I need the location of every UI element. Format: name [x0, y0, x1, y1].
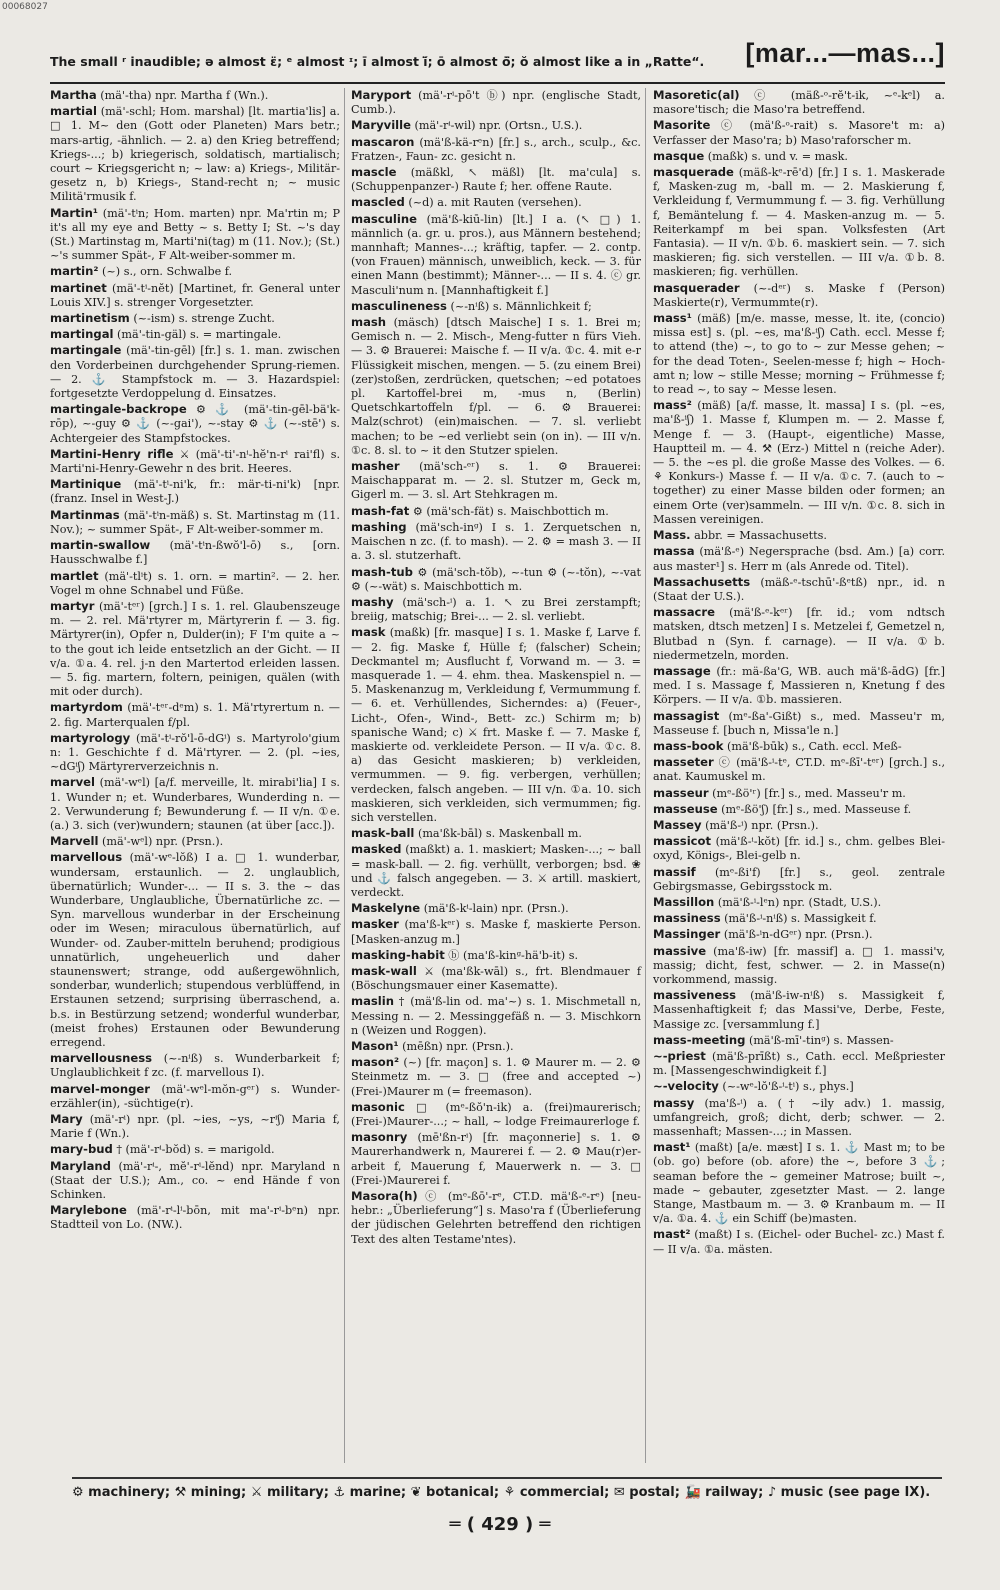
- entry-definition: ⓒ (mä'ß-ⁱ-tᵉ, CT.D. mᵉ-ßī'-tᵉʳ) [grch.] s., anat. Kaumuskel m.: [653, 756, 945, 784]
- entry-definition: (maßt) I s. (Eichel- oder Buchel- zc.) Mast f. — II v/a. ①a. mästen.: [653, 1228, 945, 1256]
- entry-headword: masculineness: [351, 298, 447, 313]
- entry-headword: mask-wall: [351, 963, 417, 978]
- entry-definition: (mä'ß-kiū-lin) [lt.] I a. (↖ □) 1. männlich (a. gr. u. pros.), aus Männern bestehend; mannhaft; Mannes-...; kräftig, tapfer. — 2. contp. (von Frauen) männisch, unweiblich, keck. — 3. für einen Mann (bestimmt); Männer-... — II s. 4. ⓒ gr. Masculi'num n. [Mannhaftigkeit f.]: [351, 212, 641, 297]
- entry-definition: (mä'-rⁱ-pō't ⓑ) npr. (englische Stadt, Cumb.).: [351, 89, 641, 117]
- entry-headword: martinet: [50, 280, 107, 295]
- dictionary-entry: [50, 508, 340, 537]
- entry-headword: mass²: [653, 398, 692, 413]
- entry-headword: Mary: [50, 1112, 83, 1127]
- dictionary-entry: [653, 311, 945, 397]
- entry-headword: Martini-Henry rifle: [50, 446, 174, 461]
- entry-definition: (mēßn) npr. (Prsn.).: [398, 1040, 514, 1053]
- entry-headword: martyr: [50, 598, 95, 613]
- entry-headword: mask: [351, 625, 386, 640]
- dictionary-entry: [50, 327, 340, 342]
- dictionary-entry: [653, 118, 945, 147]
- entry-definition: (mä'-wᵉl) [a/f. merveille, lt. mirabi'lia] I s. 1. Wunder n; et. Wunderbares, Wunderding n. — 2. Verwunderung f; Bewunderung f. — II v/n. ①e.(a.) 3. sich (ver)wundern; staunen (at über [acc.]).: [50, 776, 340, 832]
- entry-definition: (maßk) [fr. masque] I s. 1. Maske f, Larve f. — 2. fig. Maske f, Hülle f; (falscher) Schein; Deckmantel m; Ausflucht f, Vorwand m. — 3. = masquerade 1. — 4. ehm. thea. Maskenspiel n. — 5. Maskenanzug m, Verkleidung f, Vermummung f. — 6. et. Verhüllendes, Sicherndes: a) (Feuer-, Licht-, Ofen-, Wind-, Bett- zc.) Schirm m; b) spanische Wand; c) ⚔ frt. Maske f. — 7. Maske f, maskierte od. verkleidete Person. — II v/a. ①c. 8. a) das Gesicht maskieren; b) verkleiden, vermummen. — 9. fig. verbergen, verhüllen; verdecken, falsch angeben. — III v/n. ①a. 10. sich maskieren, sich verkleiden, sich vermummen; fig. sich verstellen.: [351, 626, 641, 824]
- entry-headword: Massachusetts: [653, 574, 751, 589]
- entry-headword: Martinique: [50, 477, 122, 492]
- entry-headword: masquerader: [653, 280, 740, 295]
- dictionary-entry: [653, 895, 945, 910]
- entry-headword: Martinmas: [50, 507, 120, 522]
- entry-headword: martlet: [50, 568, 99, 583]
- dictionary-entry: [653, 165, 945, 280]
- entry-definition: ⚔ (ma'ßk-wāl) s., frt. Blendmauer f (Böschungsmauer einer Kasematte).: [351, 964, 641, 993]
- entry-definition: † (mä'ß-lin od. ma'~) s. 1. Mischmetall n, Messing n. — 2. Messinggefäß n. — 3. Mischkorn n (Weizen und Roggen).: [351, 995, 641, 1037]
- dictionary-entry: [351, 135, 641, 164]
- dictionary-entry: [50, 569, 340, 598]
- entry-headword: martinetism: [50, 311, 130, 326]
- entry-headword: masseur: [653, 785, 709, 800]
- entry-headword: Masora(h): [351, 1189, 418, 1204]
- dictionary-entry: [50, 834, 340, 849]
- dictionary-entry: [50, 477, 340, 506]
- entry-headword: Marylebone: [50, 1203, 127, 1218]
- guide-words: [mar...—mas...]: [745, 38, 945, 68]
- entry-definition: (~-nⁱß) s. Wunderbarkeit f; Unglaublichkeit f zc. (f. marvellous I).: [50, 1052, 340, 1080]
- dictionary-entry: [50, 850, 340, 1050]
- dictionary-entry: [653, 1033, 945, 1048]
- entry-definition: (mä'ß-ᵉ) Negersprache (bsd. Am.) [a) corr. aus master¹] s. Herr m (als Anrede od. Titel).: [653, 545, 945, 573]
- entry-definition: (mäsch) [dtsch Maische] I s. 1. Brei m; Gemisch n. — 2. Misch-, Meng-futter n fürs Vieh. — 3. ⚙ Brauerei: Maische f. — II v/a. ①c. 4. mit e-r Flüssigkeit mischen, mengen. — 5. (zu einem Brei) (zer)stoßen, zerdrücken, quetschen; ~ed potatoes pl. Kartoffel-brei m, -mus n, (Berlin) Quetschkartoffeln f/pl. — 6. ⚙ Brauerei: Malz(schrot) (ein)maischen. — 7. sl. verliebt machen; to be ~ed verliebt sein (on in). — III v/n. ①c. 8. sl. to ~ it den Stutzer spielen.: [351, 316, 641, 457]
- entry-definition: (mä'ß-ⁱ) npr. (Prsn.).: [701, 818, 819, 832]
- dictionary-entry: [50, 1159, 340, 1203]
- dictionary-entry: [653, 911, 945, 926]
- entry-headword: mass-meeting: [653, 1032, 746, 1047]
- dictionary-entry: [351, 212, 641, 298]
- entry-definition: (~d) a. mit Rauten (versehen).: [404, 196, 582, 210]
- entry-headword: masked: [351, 842, 402, 857]
- dictionary-entry: [653, 281, 945, 310]
- entry-definition: (mᵉ-ßö'ʃ) [fr.] s., med. Masseuse f.: [717, 802, 912, 816]
- dictionary-entry: [50, 311, 340, 326]
- entry-definition: (mä'-tᵉʳ-dᵉm) s. 1. Mä'rtyrertum n. — 2. fig. Marterqualen f/pl.: [50, 701, 340, 729]
- column-3: [653, 88, 945, 1463]
- entry-headword: Marvell: [50, 834, 99, 849]
- entry-definition: ⓒ (mäß-ᵒ-rĕ't-ik, ~ᵉ-kᵉl) a. masore'tisch; die Maso'ra betreffend.: [653, 89, 945, 117]
- symbol-legend: ⚙ machinery; ⚒ mining; ⚔ military; ⚓ marine; ❦ botanical; ⚘ commercial; ✉ postal; 🚂 railway; ♪ music (see page IX).: [72, 1477, 942, 1509]
- dictionary-entry: [653, 664, 945, 708]
- entry-headword: Maskelyne: [351, 901, 421, 916]
- entry-definition: (mä'-tᵉʳ) [grch.] I s. 1. rel. Glaubenszeuge m. — 2. rel. Mä'rtyrer m, Märtyrerin f. — 3. fig. Märtyrer(in), Opfer n, Dulder(in); F I'm quite a ~ to the gout ich leide entsetzlich an der Gicht. — II v/a. ①a. 4. rel. j-n den Martertod erleiden lassen. — 5. fig. martern, foltern, peinigen, quälen (with mit oder durch).: [50, 599, 340, 699]
- entry-definition: (mä'ß-mī'-tinᵍ) s. Massen-: [745, 1033, 894, 1047]
- entry-definition: (mä'-tin-gēl) [fr.] s. 1. man. zwischen den Vorderbeinen durchgehender Sprung-riemen. — 2. ⚓ Stampfstock m. — 3. Hazardspiel: fortgesetzte Verdoppelung d. Einsatzes.: [50, 344, 340, 401]
- entry-headword: masking-habit: [351, 947, 445, 962]
- entry-definition: (mä'-rⁱ) npr. (pl. ~ies, ~ys, ~rⁱʃ) Maria f, Marie f (Wn.).: [50, 1113, 340, 1141]
- entry-headword: mask-ball: [351, 826, 415, 841]
- entry-definition: (mä'-wᵉl) npr. (Prsn.).: [98, 835, 224, 849]
- entry-headword: mash-fat: [351, 503, 410, 518]
- dictionary-entry: [351, 625, 641, 825]
- entry-headword: mast²: [653, 1227, 691, 1242]
- entry-definition: (mä'sch-ⁱ) a. 1. ↖ zu Brei zerstampft; breiig, matschig; Brei-... — 2. sl. verliebt.: [351, 595, 641, 624]
- entry-headword: martyrdom: [50, 700, 123, 715]
- dictionary-entry: [653, 834, 945, 863]
- dictionary-entry: [351, 565, 641, 594]
- dictionary-entry: [351, 1055, 641, 1099]
- entry-definition: (ma'ßk-bāl) s. Maskenball m.: [414, 827, 582, 841]
- entry-definition: (mä'ß-ⁱ-nⁱß) s. Massigkeit f.: [720, 912, 877, 926]
- entry-definition: (mä'ß-kⁱ-lain) npr. (Prsn.).: [420, 902, 569, 916]
- entry-definition: abbr. = Massachusetts.: [690, 529, 827, 543]
- dictionary-entry: [50, 264, 340, 279]
- entry-headword: massive: [653, 943, 707, 958]
- dictionary-entry: [351, 948, 641, 963]
- entry-definition: (mä'ß-ᵉ-kᵉʳ) [fr. id.; vom ndtsch matsken, dtsch metzen] I s. Metzelei f, Gemetzel n, Blutbad n (Syn. f. carnage). — II v/a. ①b. niedermetzeln, morden.: [653, 606, 945, 662]
- dictionary-entry: [653, 605, 945, 663]
- entry-definition: (mä'-tin-gäl) s. = martingale.: [113, 328, 282, 342]
- entry-headword: massiness: [653, 911, 721, 926]
- dictionary-entry: [351, 994, 641, 1038]
- dictionary-columns: [50, 88, 945, 1463]
- entry-definition: (mä'-schl; Hom. marshal) [lt. martia'lis] a. □ 1. M~ den (Gott oder Planeten) Mars betr.; mars-artig, -ähnlich. — 2. a) den Krieg betreffend; Kriegs-...; b) kriegerisch, soldatisch, martialisch; court ~ Kriegsgericht n; ~ law: a) Kriegs-, Militär-gesetz n, b) Kriegs-, Stand-recht n; ~ music Militä'rmusik f.: [50, 105, 340, 204]
- entry-definition: (mä'-tⁱ-ni'k, fr.: mär-ti-ni'k) [npr. (franz. Insel in West-J.): [50, 478, 340, 506]
- page-id: 00068027: [2, 2, 48, 12]
- dictionary-entry: [653, 739, 945, 754]
- entry-headword: masque: [653, 148, 705, 163]
- dictionary-entry: [50, 538, 340, 567]
- entry-definition: (mäß-kᵉ-rē'd) [fr.] I s. 1. Maskerade f, Masken-zug m, -ball m. — 2. Maskierung f, Verkleidung f, Vermummung f. — 3. fig. Verhüllung f, Bemäntelung f. — 4. Masken-anzug m. — 5. Reiterkampf m bei span. Volksfesten (Art Fantasia). — II v/n. ①b. 6. maskiert sein. — 7. sich maskieren; fig. sich verstellen. — III v/a. ①b. 8. maskieren; fig. verhüllen.: [653, 166, 945, 279]
- entry-definition: (mä'ß-iw-nⁱß) s. Massigkeit f, Massenhaftigkeit f; das Massi've, Derbe, Feste, Massige zc. [versammlung f.]: [653, 989, 945, 1031]
- entry-definition: (mä'-rⁱ-, mĕ'-rⁱ-lĕnd) npr. Maryland n (Staat der U.S.); Am., co. ~ end Hände f von Schinken.: [50, 1159, 340, 1202]
- dictionary-entry: [50, 1112, 340, 1141]
- entry-headword: Martha: [50, 88, 97, 102]
- entry-definition: (mä'-tlⁱt) s. 1. orn. = martin². — 2. her. Vogel m ohne Schnabel und Füße.: [50, 569, 340, 597]
- page-header: [50, 36, 945, 84]
- dictionary-entry: [50, 1051, 340, 1080]
- entry-headword: Martin¹: [50, 205, 98, 220]
- entry-headword: masher: [351, 459, 400, 474]
- dictionary-entry: [50, 700, 340, 729]
- dictionary-entry: [351, 842, 641, 900]
- dictionary-entry: [50, 1203, 340, 1232]
- dictionary-entry: [653, 1079, 945, 1094]
- entry-definition: (mä'-tⁱn-mäß) s. St. Martinstag m (11. Nov.); ~ summer Spät-, F Alt-weiber-sommer m.: [50, 508, 340, 536]
- entry-headword: mascled: [351, 195, 405, 210]
- dictionary-entry: [50, 343, 340, 401]
- dictionary-entry: [351, 299, 641, 314]
- dictionary-entry: [351, 1189, 641, 1247]
- dictionary-entry: [50, 104, 340, 204]
- entry-headword: Masoretic(al): [653, 88, 740, 102]
- entry-headword: mash-tub: [351, 564, 413, 579]
- dictionary-entry: [351, 1039, 641, 1054]
- entry-definition: (~) s., orn. Schwalbe f.: [98, 265, 233, 279]
- entry-definition: (mä'-tⁱn-ßwŏ'l-ō) s., [orn. Hausschwalbe f.]: [50, 539, 340, 567]
- entry-headword: mashing: [351, 519, 407, 534]
- dictionary-entry: [50, 281, 340, 310]
- dictionary-entry: [653, 88, 945, 117]
- entry-headword: masseuse: [653, 801, 718, 816]
- entry-headword: Mass.: [653, 528, 691, 543]
- entry-definition: (mäßkl, ↖ mäßl) [lt. ma'cula] s. (Schuppenpanzer-) Raute f; her. offene Raute.: [351, 166, 641, 194]
- entry-definition: (mä'-wᵉl-mŏn-gᵉʳ) s. Wunder-erzähler(in), -süchtige(r).: [50, 1082, 340, 1110]
- entry-headword: Maryport: [351, 88, 412, 102]
- entry-headword: martyrology: [50, 730, 131, 745]
- entry-definition: (mäß) [m/e. masse, messe, lt. ite, (concio) missa est] s. (pl. ~es, ma'ß-ⁱʃ) Cath. eccl. Messe f; to attend (the) ~, to go to ~ zur Messe gehen; ~ for the dead Toten-, Seelen-messe f; high ~ Hoch-amt n; low ~ stille Messe; morning ~ Frühmesse f; to read ~, to say ~ Messe lesen.: [653, 312, 945, 397]
- dictionary-entry: [653, 988, 945, 1032]
- dictionary-entry: [351, 520, 641, 564]
- entry-headword: mashy: [351, 594, 394, 609]
- entry-headword: mash: [351, 315, 387, 330]
- dictionary-entry: [50, 402, 340, 446]
- entry-headword: ~-velocity: [653, 1079, 719, 1094]
- entry-definition: (mᵉ-ßi'f) [fr.] s., geol. zentrale Gebirgsmasse, Gebirgsstock m.: [653, 865, 945, 893]
- entry-headword: massy: [653, 1095, 695, 1110]
- entry-definition: (maßkt) a. 1. maskiert; Masken-...; ~ ball = mask-ball. — 2. fig. verhüllt, verborgen; bsd. ❀ und ⚓ falsch angegeben. — 3. ⚔ artill. maskiert, verdeckt.: [351, 843, 641, 899]
- entry-definition: (mäß) [a/f. masse, lt. massa] I s. (pl. ~es, ma'ß-ⁱʃ) 1. Masse f, Klumpen m. — 2. Masse f, Menge f. — 3. (Haupt-, eigentliche) Masse, Hauptteil m. — 4. ⚒ (Erz-) Mittel n (reiche Ader). — 5. the ~es pl. die große Masse des Volkes. — 6. ⚘ Konkurs-) Masse f. — II v/a. ①c. 7. (auch to ~ together) zu einer Masse bilden oder formen; an einem Orte (ver)sammeln. — III v/n. ①c. 8. sich in Massen vereinigen.: [653, 399, 945, 526]
- entry-headword: Massillon: [653, 894, 715, 909]
- entry-headword: mary-bud: [50, 1142, 113, 1157]
- entry-definition: ⚙ ⚓ (mä'-tin-gēl-bä'k-rōp), ~-guy ⚙ ⚓ (~-gai'), ~-stay ⚙ ⚓ (~-stē') s. Achtergeier des Stampfstockes.: [50, 403, 340, 445]
- column-2: [351, 88, 646, 1463]
- dictionary-entry: [50, 731, 340, 775]
- entry-definition: (mä'sch-inᵍ) I s. 1. Zerquetschen n, Maischen n zc. (f. to mash). — 2. ⚙ = mash 3. — II a. 3. sl. stutzerhaft.: [351, 520, 641, 563]
- dictionary-entry: [653, 398, 945, 527]
- dictionary-entry: [653, 802, 945, 817]
- entry-definition: (ma'ß-iw) [fr. massif] a. □ 1. massi'v, massig; dicht, fest, schwer. — 2. in Masse(n) vorkommend, massig.: [653, 944, 945, 986]
- entry-headword: ~-priest: [653, 1049, 706, 1063]
- page-number: ═ ( 429 ) ═: [449, 1514, 551, 1535]
- entry-definition: (mē'ßn-rⁱ) [fr. maçonnerie] s. 1. ⚙ Maurerhandwerk n, Maurerei f. — 2. ⚙ Mau(r)er-arbeit f, Mauerung f, Mauerwerk n. — 3. □ (Frei-)Maurerei f.: [351, 1131, 641, 1187]
- entry-headword: martingale: [50, 343, 122, 358]
- entry-definition: (mä'ß-ⁱn-dGᵉʳ) npr. (Prsn.).: [720, 928, 873, 942]
- dictionary-entry: [351, 595, 641, 624]
- dictionary-entry: [351, 826, 641, 841]
- entry-definition: ⚙ (mä'sch-tŏb), ~-tun ⚙ (~-tŏn), ~-vat ⚙ (~-wät) s. Maischbottich m.: [351, 565, 641, 593]
- entry-definition: (~-dᵉʳ) s. Maske f (Person) Maskierte(r), Vermummte(r).: [653, 281, 945, 309]
- dictionary-entry: [653, 927, 945, 942]
- entry-definition: (ma'ß-kᵉʳ) s. Maske f, maskierte Person. [Masken-anzug m.]: [351, 918, 641, 946]
- entry-definition: ⓑ (ma'ß-kinᵍ-hä'b-it) s.: [444, 948, 579, 962]
- entry-definition: (mä'ß-būk) s., Cath. eccl. Meß-: [723, 739, 902, 753]
- entry-definition: ⓒ (mᵉ-ßō'-rᵉ, CT.D. mä'ß-ᵉ-rᵉ) [neu-hebr.: „Überlieferung“] s. Maso'ra f (Überlieferung der jüdischen Gelehrten betreffend den richtigen Text des alten Testame'ntes).: [351, 1190, 641, 1246]
- entry-definition: (mᵉ-ßö'ʳ) [fr.] s., med. Masseu'r m.: [708, 786, 906, 800]
- entry-definition: † (mä'-rⁱ-bŏd) s. = marigold.: [112, 1143, 275, 1157]
- entry-definition: ⚙ (mä'sch-fät) s. Maischbottich m.: [409, 504, 609, 518]
- entry-definition: (mä'ß-ⁱ-lᵉn) npr. (Stadt, U.S.).: [714, 895, 882, 909]
- dictionary-entry: [351, 165, 641, 194]
- dictionary-entry: [653, 575, 945, 604]
- entry-headword: Mason¹: [351, 1039, 399, 1053]
- column-1: [50, 88, 345, 1463]
- entry-headword: Massinger: [653, 927, 721, 942]
- entry-headword: Maryville: [351, 118, 411, 133]
- entry-definition: (mä'-tha) npr. Martha f (Wn.).: [96, 89, 269, 102]
- dictionary-entry: [653, 149, 945, 164]
- entry-definition: (mä'-tⁱ-rŏ'l-ō-dGⁱ) s. Martyrolo'gium n: 1. Geschichte f d. Mä'rtyrer. — 2. (pl. ~ies, ~dGⁱʃ) Märtyrerverzeichnis n.: [50, 731, 340, 774]
- dictionary-entry: [50, 775, 340, 833]
- entry-definition: (~-wᵉ-lŏ'ß-ⁱ-tⁱ) s., phys.]: [718, 1080, 854, 1094]
- entry-headword: martin-swallow: [50, 538, 151, 553]
- entry-headword: martingale-backrope: [50, 402, 187, 417]
- dictionary-entry: [653, 1227, 945, 1256]
- entry-headword: mass-book: [653, 738, 724, 753]
- entry-headword: marvel-monger: [50, 1081, 151, 1096]
- entry-headword: maslin: [351, 994, 395, 1009]
- entry-headword: masonic: [351, 1099, 405, 1114]
- entry-headword: mast¹: [653, 1140, 691, 1155]
- pronunciation-note: The small ʳ inaudible; ə almost ɛ̈; ᵉ almost ᶦ; ī almost ĭ̈; ō almost ō̈; ŏ almost like a in „Ratte“.: [50, 54, 705, 69]
- entry-headword: masker: [351, 917, 399, 932]
- dictionary-entry: [653, 755, 945, 784]
- dictionary-entry: [50, 447, 340, 476]
- dictionary-entry: [351, 118, 641, 133]
- dictionary-entry: [653, 709, 945, 738]
- entry-definition: (ma'ß-ⁱ) a. († ~ily adv.) 1. massig, umfangreich, groß; dicht, derb; schwer. — 2. massenhaft; Massen-...; in Massen.: [653, 1096, 945, 1139]
- entry-definition: (maßk) s. und v. = mask.: [704, 149, 848, 163]
- dictionary-entry: [351, 917, 641, 946]
- dictionary-entry: [351, 315, 641, 458]
- dictionary-entry: [653, 944, 945, 988]
- entry-definition: (fr.: mä-ßa'G, WB. auch mä'ß-ādG) [fr.] med. I s. Massage f, Massieren n, Knetung f des Körpers. — II v/a. ①b. massieren.: [653, 664, 945, 707]
- dictionary-entry: [50, 88, 340, 103]
- entry-headword: martial: [50, 104, 97, 119]
- dictionary-entry: [50, 1082, 340, 1111]
- entry-headword: mascle: [351, 165, 397, 180]
- dictionary-entry: [653, 818, 945, 833]
- dictionary-entry: [50, 1142, 340, 1157]
- dictionary-entry: [351, 195, 641, 210]
- entry-headword: marvel: [50, 775, 96, 790]
- entry-headword: Masorite: [653, 118, 711, 133]
- entry-headword: massif: [653, 864, 696, 879]
- entry-definition: (mäß-ᵉ-tschū'-ßᵉtß) npr., id. n (Staat der U.S.).: [653, 575, 945, 603]
- entry-definition: (mä'ß-ⁱ-kŏt) [fr. id.] s., chm. gelbes Blei-oxyd, Königs-, Blei-gelb n.: [653, 835, 945, 863]
- entry-definition: (mä'-rⁱ-lⁱ-bōn, mit ma'-rⁱ-bᵉn) npr. Stadtteil von Lo. (NW.).: [50, 1204, 340, 1232]
- dictionary-entry: [50, 599, 340, 699]
- entry-headword: Massey: [653, 817, 702, 832]
- entry-headword: masonry: [351, 1130, 408, 1145]
- entry-definition: (mä'-wᵉ-lŏß) I a. □ 1. wunderbar, wundersam, erstaunlich. — 2. unglaublich, übernatürlich; Wunder-... — II s. 3. the ~ das Wunderbare, Unglaubliche, Übernatürliche zc. — Syn. marvellous wunderbar in der Erscheinung oder im Wesen; miraculous übernatürlich, auf Wunder- od. Zauber-mitteln beruhend; prodigious unnatürlich, ungeheuerlich und daher staunenswert; strange, odd außergewöhnlich, sonderbar, wunderlich; stupendous verblüffend, in Erstaunen setzend; surprising überraschend, a. b.s. in Bestürzung setzend; wonderful wunderbar, (meist frohes) Erstaunen oder Bewunderung erregend.: [50, 851, 340, 1049]
- entry-headword: massicot: [653, 834, 712, 849]
- dictionary-entry: [351, 88, 641, 117]
- entry-headword: mass¹: [653, 311, 692, 326]
- entry-definition: □ (mᵉ-ßŏ'n-ik) a. (frei)maurerisch; (Frei-)Maurer-...; ~ hall, ~ lodge Freimaurerloge f.: [351, 1100, 641, 1129]
- entry-headword: mascaron: [351, 134, 415, 149]
- entry-headword: masculine: [351, 211, 417, 226]
- dictionary-entry: [653, 865, 945, 894]
- entry-headword: masquerade: [653, 165, 734, 180]
- entry-definition: (mä'ß-kä-rᵉn) [fr.] s., arch., sculp., &c. Fratzen-, Faun- zc. gesicht n.: [351, 135, 641, 163]
- entry-definition: ⚔ (mä'-ti'-nⁱ-hĕ'n-rⁱ rai'fl) s. Marti'ni-Henry-Gewehr n des brit. Heeres.: [50, 447, 340, 476]
- entry-headword: mason²: [351, 1055, 400, 1070]
- entry-headword: massagist: [653, 708, 720, 723]
- dictionary-entry: [653, 1140, 945, 1226]
- entry-definition: ⓒ (mä'ß-ᵒ-rait) s. Masore't m: a) Verfasser der Maso'ra; b) Maso'raforscher m.: [653, 119, 945, 147]
- dictionary-entry: [351, 459, 641, 503]
- dictionary-entry: [351, 504, 641, 519]
- entry-headword: massage: [653, 663, 711, 678]
- entry-definition: (mä'-rⁱ-wil) npr. (Ortsn., U.S.).: [410, 119, 583, 133]
- entry-definition: (maßt) [a/e. mæst] I s. 1. ⚓ Mast m; to be (ob. go) before (ob. afore) the ~, before 3 ⚓; seaman before the ~ gemeiner Matrose; built ~, made ~ gebauter, zgesetzter Mast. — 2. lange Stange, Mastbaum m. — 3. ⚙ Kranbaum m. — II v/a. ①a. 4. ⚓ ein Schiff (be)masten.: [653, 1141, 945, 1226]
- dictionary-entry: [653, 544, 945, 573]
- entry-headword: martingal: [50, 327, 114, 342]
- dictionary-entry: [653, 786, 945, 801]
- entry-headword: massa: [653, 544, 695, 559]
- entry-definition: (mä'-tⁱn; Hom. marten) npr. Ma'rtin m; P it's all my eye and Betty ~ s. Betty I; St. ~'s day (St.) Martinstag m, Marti'ni(tag) m (11. Nov.); (St.) ~'s summer Spät-, F Alt-weiber-sommer m.: [50, 206, 340, 263]
- entry-headword: masseter: [653, 755, 714, 770]
- dictionary-entry: [351, 1130, 641, 1188]
- entry-definition: (mä'sch-ᵉʳ) s. 1. ⚙ Brauerei: Maischapparat m. — 2. sl. Stutzer m, Geck m, Gigerl m. — 3. sl. Art Stehkragen m.: [351, 460, 641, 502]
- entry-definition: (~-ism) s. strenge Zucht.: [129, 312, 275, 326]
- dictionary-entry: [653, 1096, 945, 1140]
- dictionary-entry: [351, 964, 641, 993]
- entry-headword: massiveness: [653, 988, 737, 1003]
- dictionary-entry: [653, 1049, 945, 1078]
- entry-definition: (mä'-tⁱ-nĕt) [Martinet, fr. General unter Louis XIV.] s. strenger Vorgesetzter.: [50, 281, 340, 309]
- entry-headword: marvellousness: [50, 1051, 153, 1066]
- entry-headword: martin²: [50, 264, 99, 279]
- entry-definition: (~-nⁱß) s. Männlichkeit f;: [446, 299, 592, 313]
- entry-headword: marvellous: [50, 850, 123, 865]
- entry-headword: Maryland: [50, 1158, 111, 1173]
- entry-headword: massacre: [653, 605, 715, 620]
- dictionary-entry: [351, 1100, 641, 1129]
- dictionary-entry: [351, 901, 641, 916]
- entry-definition: (~) [fr. maçon] s. 1. ⚙ Maurer m. — 2. ⚙ Steinmetz m. — 3. □ (free and accepted ~) (Frei-)Maurer m (= freemason).: [351, 1056, 641, 1098]
- dictionary-entry: [50, 206, 340, 264]
- dictionary-entry: [653, 528, 945, 543]
- entry-definition: (mä'ß-prīßt) s., Cath. eccl. Meßpriester m. [Massengeschwindigkeit f.]: [653, 1050, 945, 1078]
- entry-definition: (mᵉ-ßa'-Gißt) s., med. Masseu'r m, Masseuse f. [buch n, Missa'le n.]: [653, 709, 945, 737]
